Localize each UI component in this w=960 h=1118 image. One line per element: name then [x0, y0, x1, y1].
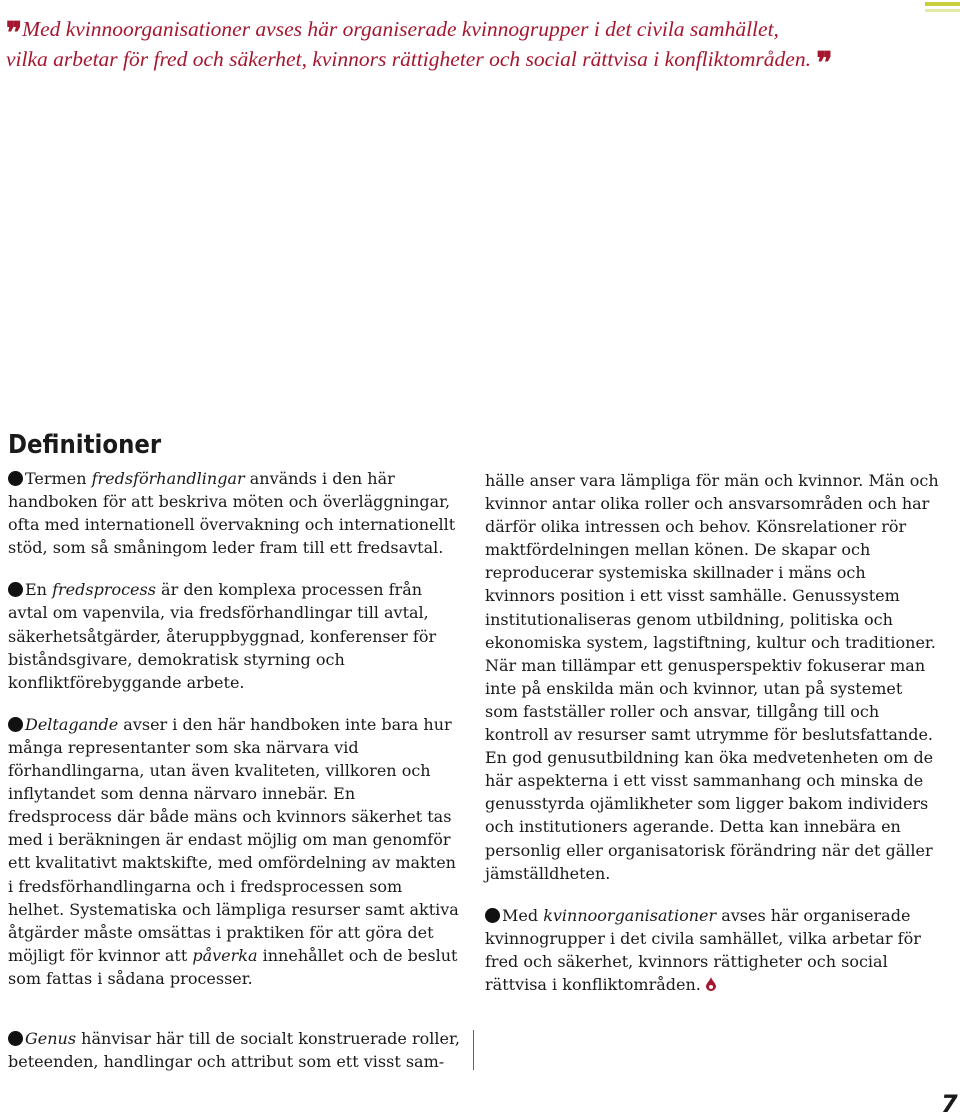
definition-gender-continued: hälle anser vara lämpliga för män och kvinnor. Män och kvinnor antar olika roller och ansvarsområden och har därför olika intressen och behov. Könsrelationer rör maktfördelningen mellan könen. De skapar och reproducerar systemiska skillnader i mäns och kvinnors position i ett visst samhälle. Genussystem institutionaliseras genom utbildning, politiska och ekonomiska system, lagstiftning, kultur och traditioner. När man tillämpar ett genusperspektiv fokuserar man inte på enskilda män och kvinnor, utan på systemet som fastställer roller och ansvar, tillgång till och kontroll av resurser samt utrymme för beslutsfattande. En god genusutbildning kan öka medvetenheten om de här aspekterna i ett visst sammanhang och minska de genusstyrda ojämlikheter som ligger bakom individers och institutioners agerande. Detta kan innebära en personlig eller organisatorisk förändring när det gäller jämställdheten.	[485, 471, 939, 883]
pull-quote	[6, 14, 921, 81]
definition-peace-process	[8, 578, 463, 693]
right-column	[485, 469, 940, 996]
definition-term: fredsprocess	[52, 580, 156, 600]
definition-term: Deltagande	[25, 714, 119, 734]
definition-womens-organisations	[485, 904, 940, 996]
decorative-bar-dark	[925, 2, 960, 6]
bullet-icon	[8, 1031, 23, 1046]
definition-text: hänvisar här till de socialt konstruerade roller, beteenden, handlingar och attribut som ett visst sam-	[8, 1029, 460, 1072]
definition-gender	[8, 1027, 463, 1073]
open-quote-mark: ❞	[6, 16, 23, 51]
bullet-icon	[8, 471, 23, 486]
bullet-icon	[8, 582, 23, 597]
end-mark-icon	[706, 977, 716, 991]
column-divider	[473, 1030, 474, 1070]
definition-text: är den komplexa processen från avtal om vapenvila, via fredsförhandlingar till avtal, säkerhetsåtgärder, återuppbyggnad, konferenser för biståndsgivare, demokratisk styrning och konfliktförebyggande arbete.	[8, 580, 437, 692]
definition-text: avses här organiserade kvinnogrupper i det civila samhället, vilka arbetar för fred och säkerhet, kvinnors rättigheter och social rättvisa i konfliktområden.	[485, 905, 921, 994]
definition-text: innehållet och de beslut som fattas i sådana processer.	[8, 945, 458, 988]
definition-text: En	[25, 580, 53, 600]
left-column-bottom	[8, 1027, 463, 1073]
definition-text: Med	[502, 905, 544, 925]
definition-text: Termen	[25, 469, 92, 488]
decorative-bar-light	[925, 9, 960, 12]
definition-peace-negotiations	[8, 467, 463, 559]
definition-text: avser i den här handboken inte bara hur många representanter som ska närvara vid förhandlingarna, utan även kvaliteten, villkoren och inflytandet som denna närvaro innebär. En fredsprocess där både mäns och kvinnors säkerhet tas med i beräkningen är endast möjlig om man genomför ett kvalitativt maktskifte, med omfördelning av makten i fredsförhandlingarna och i fredsprocessen som helhet. Systematiska och lämpliga resurser samt aktiva åtgärder måste omsättas i praktiken för att göra det möjligt för kvinnor att	[8, 714, 459, 965]
emphasized-word: påverka	[192, 945, 258, 965]
definition-term: fredsförhandlingar	[91, 469, 245, 488]
definition-participation	[8, 713, 463, 990]
bullet-icon	[485, 908, 500, 923]
pull-quote-line2: vilka arbetar för fred och säkerhet, kvinnors rättigheter och social rättvisa i konfliktområden.	[6, 47, 811, 71]
left-column	[8, 467, 463, 990]
pull-quote-line1: Med kvinnoorganisationer avses här organiserade kvinnogrupper i det civila samhället,	[22, 17, 779, 41]
definition-term: kvinnoorganisationer	[543, 905, 717, 925]
definition-term: Genus	[25, 1029, 77, 1048]
section-heading: Definitioner	[8, 430, 162, 460]
bullet-icon	[8, 717, 23, 732]
page-number: 7	[941, 1090, 958, 1118]
definition-text: används i den här handboken för att beskriva möten och överläggningar, ofta med internationell övervakning och internationellt stöd, som så småningom leder fram till ett fredsavtal.	[8, 469, 456, 558]
close-quote-mark: ❞	[816, 46, 833, 81]
